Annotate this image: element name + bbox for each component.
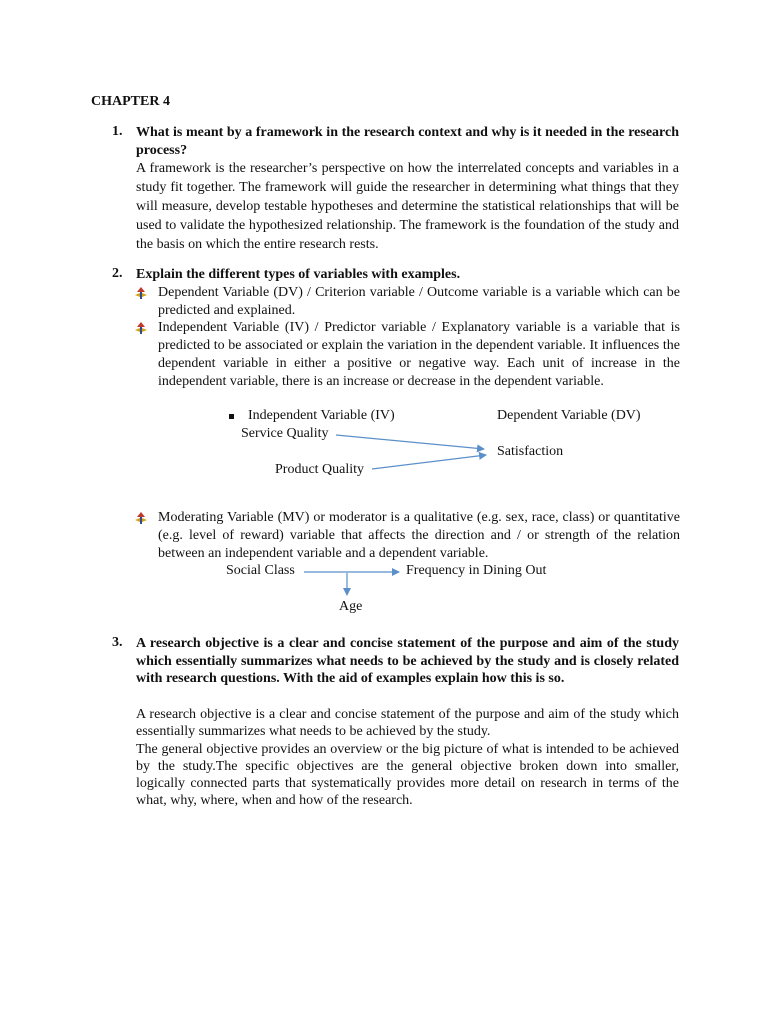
diagram-iv-service-quality: Service Quality (241, 426, 329, 441)
question-1-title: What is meant by a framework in the research context and why is it needed in the research process? (136, 125, 679, 158)
question-3-number: 3. (112, 635, 123, 650)
bullet-text: Moderating Variable (MV) or moderator is a qualitative (e.g. sex, race, class) or quantitative (e.g. level of reward) variable that affects the direction and / or strength of the relation between an independent variable and a dependent variable. (158, 510, 680, 561)
question-3-title: A research objective is a clear and concise statement of the purpose and aim of the study which essentially summarizes what needs to be achieved by the study and is closely related with research questions. With the aid of examples explain how this is so. (136, 636, 679, 686)
diagram-iv-product-quality: Product Quality (275, 462, 365, 477)
bullet-text: Independent Variable (IV) / Predictor variable / Explanatory variable is a variable that is predicted to be associated or explain the variation in the dependent variable. It influences the dependent variable in either a positive or negative way. Each unit of increase in the independent variable, there is an increase or decrease in the dependent variable. (158, 320, 680, 389)
diagram-moderator-age: Age (339, 599, 363, 614)
arrow-service-to-satisfaction (336, 435, 484, 449)
question-3-answer-paragraph-2: The general objective provides an overview or the big picture of what is intended to be achieved by the study.The specific objectives are the general objective broken down into smaller, logically connected parts that systematically provides more detail on research in terms of the what, why, where, when and how of the research. (136, 742, 679, 808)
chapter-heading: CHAPTER 4 (91, 94, 170, 109)
question-2-number: 2. (112, 266, 123, 281)
diagram-social-class: Social Class (226, 563, 295, 578)
arrow-product-to-satisfaction (372, 455, 486, 469)
diagram-dv-satisfaction: Satisfaction (497, 444, 564, 459)
diagram-dv-header: Dependent Variable (DV) (497, 408, 641, 423)
question-1-answer: A framework is the researcher’s perspective on how the interrelated concepts and variables in a study fit together. The framework will guide the researcher in determining what things that they will measure, develop testable hypotheses and determine the statistical relationships that will be used to validate the hypothesized relationship. The framework is the foundation of the study and the basis on which the entire research rests. (136, 161, 679, 252)
question-2-title: Explain the different types of variables with examples. (136, 267, 461, 282)
question-3-answer-paragraph-1: A research objective is a clear and concise statement of the purpose and aim of the study which essentially summarizes what needs to be achieved by the study. (136, 707, 679, 739)
diagram-iv-header: Independent Variable (IV) (248, 408, 395, 423)
diagram-frequency-dining-out: Frequency in Dining Out (406, 563, 547, 578)
bullet-text: Dependent Variable (DV) / Criterion variable / Outcome variable is a variable which can be predicted and explained. (158, 285, 680, 318)
question-1-number: 1. (112, 124, 123, 139)
